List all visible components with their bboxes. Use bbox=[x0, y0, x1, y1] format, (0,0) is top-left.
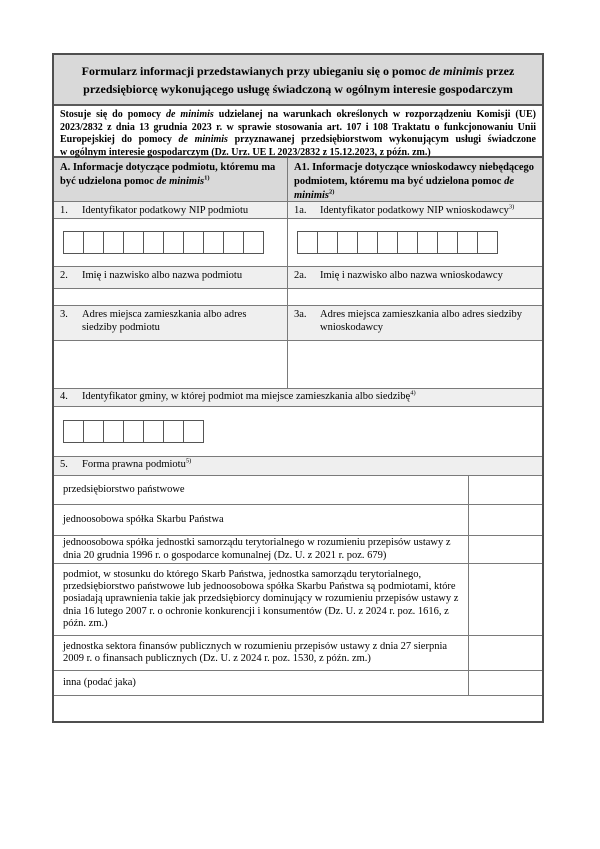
char-input-box[interactable] bbox=[103, 420, 124, 443]
label-nazwa-wnioskodawca bbox=[288, 267, 542, 288]
item-number: 1. bbox=[60, 205, 68, 216]
item-number: 5. bbox=[60, 459, 68, 470]
item-label: Imię i nazwisko albo nazwa wnioskodawcy bbox=[320, 270, 503, 281]
row-nip-inputs bbox=[54, 219, 542, 267]
char-input-box[interactable] bbox=[417, 231, 438, 254]
char-input-box[interactable] bbox=[297, 231, 318, 254]
row-4-label bbox=[54, 389, 542, 407]
section-a-header: A. Informacje dotyczące podmiotu, któremu ma być udzielona pomoc de minimis$^{1)}$ bbox=[54, 158, 288, 201]
form-legal-basis bbox=[54, 106, 542, 158]
char-input-box[interactable] bbox=[123, 231, 144, 254]
adres-wnioskodawca-input[interactable] bbox=[288, 341, 542, 388]
char-input-box[interactable] bbox=[437, 231, 458, 254]
legal-form-label: podmiot, w stosunku do którego Skarb Państwa, jednostka samorządu terytorialnego, przedsiębiorstwo państwowe lub jednoosobowa spółka Skarbu Państwa są podmiotami, które posiadają uprawnienia takie jak przedsiębiorcy dominujący w rozumieniu przepisów ustawy z dnia 16 lutego 2007 r. o ochronie konkurencji i konsumentów (Dz. U. z 2024 r. poz. 1616, z późn. zm.) bbox=[54, 564, 469, 635]
nazwa-wnioskodawca-input[interactable] bbox=[288, 289, 542, 305]
row-2-labels bbox=[54, 267, 542, 289]
item-number: 4. bbox=[60, 391, 68, 402]
legal-form-row bbox=[54, 564, 542, 636]
char-input-box[interactable] bbox=[397, 231, 418, 254]
row-5-label bbox=[54, 457, 542, 476]
item-number: 3. bbox=[60, 309, 68, 320]
item-label: Identyfikator podatkowy NIP podmiotu bbox=[82, 205, 249, 216]
char-input-box[interactable] bbox=[163, 231, 184, 254]
legal-form-label: inna (podać jaka) bbox=[54, 671, 469, 695]
char-input-box[interactable] bbox=[183, 231, 204, 254]
char-input-box[interactable] bbox=[457, 231, 478, 254]
label-identyfikator-gminy: Identyfikator gminy, w której podmiot ma miejsce zamieszkania albo siedzibę$^{4)}$ bbox=[82, 389, 416, 402]
item-label: Identyfikator podatkowy NIP wnioskodawcy$^{3)}$ bbox=[320, 203, 515, 216]
label-nip-podmiot bbox=[54, 202, 288, 218]
item-number: 2a. bbox=[294, 270, 307, 281]
item-number: 3a. bbox=[294, 309, 307, 320]
char-input-box[interactable] bbox=[163, 420, 184, 443]
item-number: 2. bbox=[60, 270, 68, 281]
char-input-box[interactable] bbox=[143, 231, 164, 254]
label-adres-wnioskodawca bbox=[288, 306, 542, 340]
legal-form-label: jednoosobowa spółka jednostki samorządu terytorialnego w rozumieniu przepisów ustawy z dnia 20 grudnia 1996 r. o gospodarce komunalnej (Dz. U. z 2021 r. poz. 679) bbox=[54, 536, 469, 563]
char-input-box[interactable] bbox=[377, 231, 398, 254]
section-headers-row bbox=[54, 158, 542, 202]
nip-wnioskodawca-input[interactable] bbox=[288, 219, 542, 266]
row-1-labels bbox=[54, 202, 542, 219]
char-input-box[interactable] bbox=[243, 231, 264, 254]
row-3-inputs bbox=[54, 341, 542, 389]
char-input-box[interactable] bbox=[223, 231, 244, 254]
section-a1-header: A1. Informacje dotyczące wnioskodawcy niebędącego podmiotem, któremu ma być udzielona pomoc de minimis$^{2)}$ bbox=[294, 162, 535, 201]
label-nip-wnioskodawca bbox=[288, 202, 542, 218]
char-input-box[interactable] bbox=[83, 420, 104, 443]
gmina-id-boxes bbox=[63, 420, 204, 443]
gmina-id-input[interactable] bbox=[54, 407, 542, 457]
char-input-box[interactable] bbox=[103, 231, 124, 254]
nip-wnioskodawca-boxes bbox=[297, 231, 498, 254]
legal-form-row bbox=[54, 671, 542, 696]
char-input-box[interactable] bbox=[63, 420, 84, 443]
adres-podmiot-input[interactable] bbox=[54, 341, 288, 388]
text-line: 2023/2832 z dnia 13 grudnia 2023 r. w sprawie stosowania art. 107 i 108 Traktatu o funkcjonowaniu Unii bbox=[60, 121, 536, 133]
item-label: Imię i nazwisko albo nazwa podmiotu bbox=[82, 270, 243, 281]
legal-form-row bbox=[54, 505, 542, 536]
item-label: Adres miejsca zamieszkania albo adres siedziby wnioskodawcy bbox=[320, 309, 523, 333]
text-line: przedsiębiorcę wykonującego usługę świadczoną w ogólnym interesie gospodarczym bbox=[83, 81, 513, 96]
legal-form-row bbox=[54, 476, 542, 505]
form-title bbox=[54, 55, 542, 106]
text-line: Stosuje się do pomocy de minimis udzielanej na warunkach określonych w rozporządzeniu Komisji (UE) bbox=[60, 109, 536, 120]
legal-form-label: przedsiębiorstwo państwowe bbox=[54, 476, 469, 504]
inna-write-in-input[interactable] bbox=[54, 696, 542, 721]
text-line: Formularz informacji przedstawianych przy ubieganiu się o pomoc de minimis przez bbox=[81, 64, 515, 78]
legal-form-checkbox-cell[interactable] bbox=[469, 636, 542, 670]
legal-form-checkbox-cell[interactable] bbox=[469, 476, 542, 504]
char-input-box[interactable] bbox=[183, 420, 204, 443]
nip-podmiot-input[interactable] bbox=[54, 219, 288, 266]
char-input-box[interactable] bbox=[477, 231, 498, 254]
item-number: 1a. bbox=[294, 205, 307, 216]
label-adres-podmiot bbox=[54, 306, 288, 340]
item-label: Adres miejsca zamieszkania albo adres siedziby podmiotu bbox=[82, 309, 247, 333]
legal-form-checkbox-cell[interactable] bbox=[469, 671, 542, 695]
legal-form-checkbox-cell[interactable] bbox=[469, 564, 542, 635]
text-line: Europejskiej do pomocy de minimis przyznawanej przedsiębiorstwom wykonującym usługi świadczone bbox=[60, 134, 536, 146]
row-2-inputs bbox=[54, 289, 542, 306]
char-input-box[interactable] bbox=[317, 231, 338, 254]
nazwa-podmiot-input[interactable] bbox=[54, 289, 288, 305]
char-input-box[interactable] bbox=[357, 231, 378, 254]
legal-form-checkbox-cell[interactable] bbox=[469, 505, 542, 535]
label-nazwa-podmiot bbox=[54, 267, 288, 288]
label-forma-prawna: Forma prawna podmiotu$^{5)}$ bbox=[82, 457, 192, 470]
char-input-box[interactable] bbox=[123, 420, 144, 443]
char-input-box[interactable] bbox=[337, 231, 358, 254]
legal-form-label: jednostka sektora finansów publicznych w rozumieniu przepisów ustawy z dnia 27 sierpnia 2009 r. o finansach publicznych (Dz. U. z 2024 r. poz. 1530, z późn. zm.) bbox=[54, 636, 469, 670]
de-minimis-form bbox=[52, 53, 544, 723]
legal-form-label: jednoosobowa spółka Skarbu Państwa bbox=[54, 505, 469, 535]
char-input-box[interactable] bbox=[143, 420, 164, 443]
legal-form-row bbox=[54, 536, 542, 564]
char-input-box[interactable] bbox=[63, 231, 84, 254]
legal-form-checkbox-cell[interactable] bbox=[469, 536, 542, 563]
text-line: w ogólnym interesie gospodarczym (Dz. Urz. UE L 2023/2832 z 15.12.2023, z późn. zm.) bbox=[60, 146, 431, 158]
legal-form-row bbox=[54, 636, 542, 671]
nip-podmiot-boxes bbox=[63, 231, 264, 254]
char-input-box[interactable] bbox=[83, 231, 104, 254]
char-input-box[interactable] bbox=[203, 231, 224, 254]
row-3-labels bbox=[54, 306, 542, 341]
